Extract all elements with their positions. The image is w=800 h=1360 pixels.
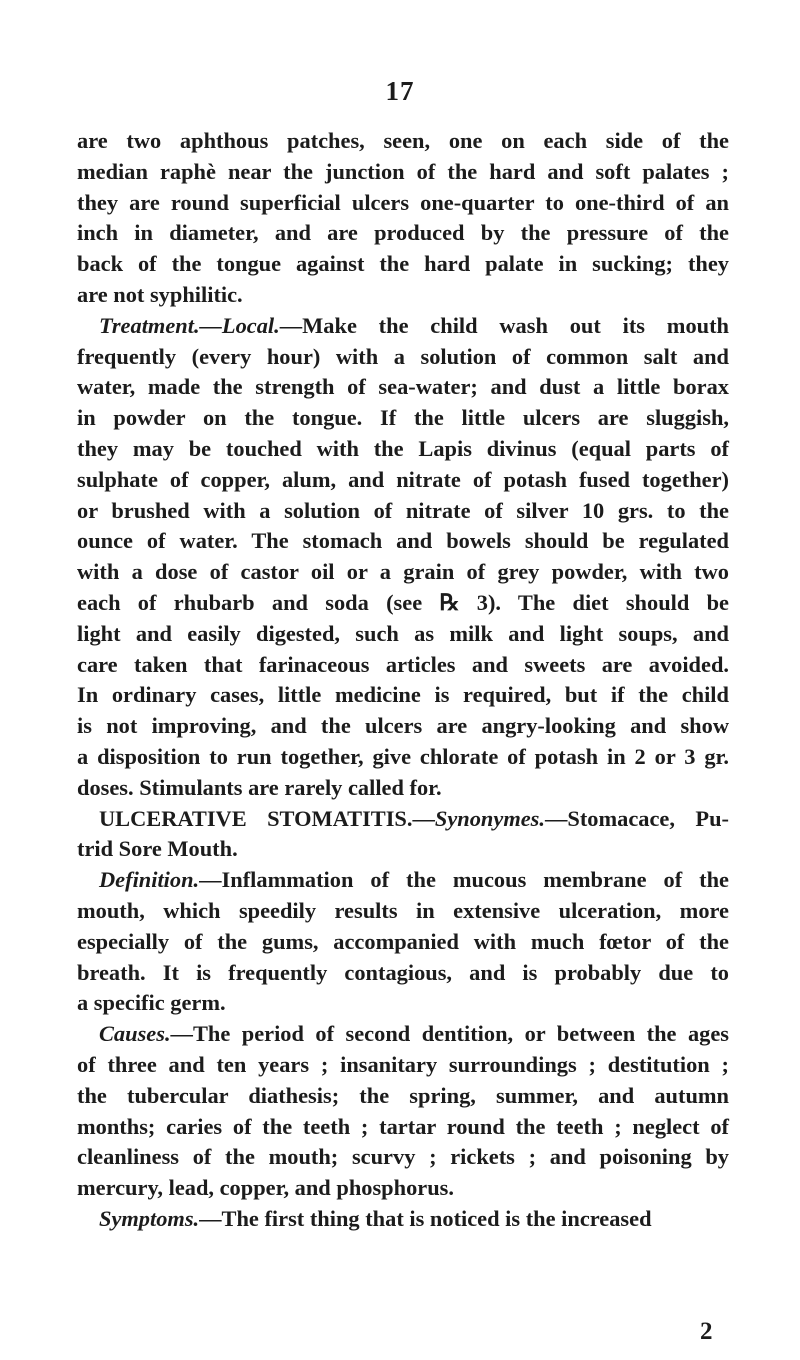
paragraph-ulcerative-heading [77,804,729,866]
line-text: of three and ten years ; insanitary surroundings ; destitution ; [77,1051,729,1077]
line-text: care taken that farinaceous articles and sweets are avoided. [77,651,729,677]
paragraph-aphthous [77,126,729,311]
line-text: the tubercular diathesis; the spring, summer, and autumn [77,1082,729,1108]
line-text: —The period of second dentition, or between the ages [170,1021,729,1047]
text-line [77,311,729,342]
heading-lead: ULCERATIVE STOMATITIS.— [99,805,435,831]
italic-label: Symptoms. [99,1205,200,1231]
text-line [77,1050,729,1081]
line-text: water, made the strength of sea-water; and dust a little borax [77,374,729,400]
text-line [77,496,729,527]
text-line [77,927,729,958]
body-text [77,126,729,1235]
italic-label: Definition. [99,867,200,893]
italic-label: Causes. [99,1021,171,1047]
page-number: 17 [385,76,415,106]
text-line [77,280,729,311]
text-line [77,218,729,249]
text-line [77,1173,729,1204]
line-text: —The first thing that is noticed is the increased [199,1205,652,1231]
text-line [77,804,729,835]
line-text: In ordinary cases, little medicine is required, but if the child [77,682,729,708]
text-line [77,1142,729,1173]
line-text: they may be touched with the Lapis divinus (equal parts of [77,435,729,461]
paragraph-treatment [77,311,729,804]
line-text: mercury, lead, copper, and phosphorus. [77,1175,454,1201]
paragraph-symptoms [77,1204,729,1235]
text-line [77,126,729,157]
line-text: are two aphthous patches, seen, one on each side of the [77,128,729,153]
line-text: or brushed with a solution of nitrate of silver 10 grs. to the [77,497,729,523]
text-line [77,680,729,711]
line-text: doses. Stimulants are rarely called for. [77,774,442,800]
line-text: are not syphilitic. [77,281,243,307]
paragraph-causes [77,1019,729,1204]
text-line [77,434,729,465]
text-line [77,650,729,681]
text-line [77,711,729,742]
line-text: ounce of water. The stomach and bowels should be regulated [77,528,729,554]
italic-label: Treatment.—Local. [99,312,280,338]
line-text: back of the tongue against the hard palate in sucking; they [77,251,729,277]
line-text: they are round superficial ulcers one-quarter to one-third of an [77,189,729,215]
line-text: months; caries of the teeth ; tartar round the teeth ; neglect of [77,1113,729,1139]
text-line [77,1019,729,1050]
line-text: especially of the gums, accompanied with much fœtor of the [77,928,729,954]
text-line [77,372,729,403]
italic-label: Synonymes. [434,805,545,831]
text-line [77,773,729,804]
line-text: trid Sore Mouth. [77,836,238,862]
text-line [77,988,729,1019]
text-line [77,557,729,588]
line-text: cleanliness of the mouth; scurvy ; rickets ; and poisoning by [77,1144,729,1170]
paragraph-definition [77,865,729,1019]
text-line [77,1081,729,1112]
text-line [77,249,729,280]
text-line [77,1204,729,1235]
text-line [77,865,729,896]
text-line [77,958,729,989]
line-text: —Stomacace, Pu- [545,805,729,831]
line-text: each of rhubarb and soda (see ℞ 3). The diet should be [77,589,729,615]
text-line [77,588,729,619]
text-line [77,742,729,773]
line-text: inch in diameter, and are produced by the pressure of the [77,220,729,246]
text-line [77,896,729,927]
line-text: with a dose of castor oil or a grain of grey powder, with two [77,559,729,585]
line-text: median raphè near the junction of the hard and soft palates ; [77,158,729,184]
line-text: —Make the child wash out its mouth [279,312,729,338]
text-line [77,465,729,496]
line-text: sulphate of copper, alum, and nitrate of potash fused together) [77,466,729,492]
text-line [77,157,729,188]
text-line [77,403,729,434]
line-text: in powder on the tongue. If the little ulcers are sluggish, [77,405,729,431]
text-line [77,526,729,557]
line-text: mouth, which speedily results in extensive ulceration, more [77,897,729,923]
text-line [77,619,729,650]
line-text: —Inflammation of the mucous membrane of the [199,867,729,893]
line-text: light and easily digested, such as milk and light soups, and [77,620,729,646]
line-text: is not improving, and the ulcers are angry-looking and show [77,713,729,739]
signature-mark: 2 [700,1318,713,1345]
text-line [77,342,729,373]
text-line [77,1112,729,1143]
line-text: a specific germ. [77,990,226,1016]
text-line [77,188,729,219]
line-text: frequently (every hour) with a solution of common salt and [77,343,729,369]
text-line [77,834,729,865]
line-text: breath. It is frequently contagious, and is probably due to [77,959,729,985]
line-text: a disposition to run together, give chlorate of potash in 2 or 3 gr. [77,743,729,769]
